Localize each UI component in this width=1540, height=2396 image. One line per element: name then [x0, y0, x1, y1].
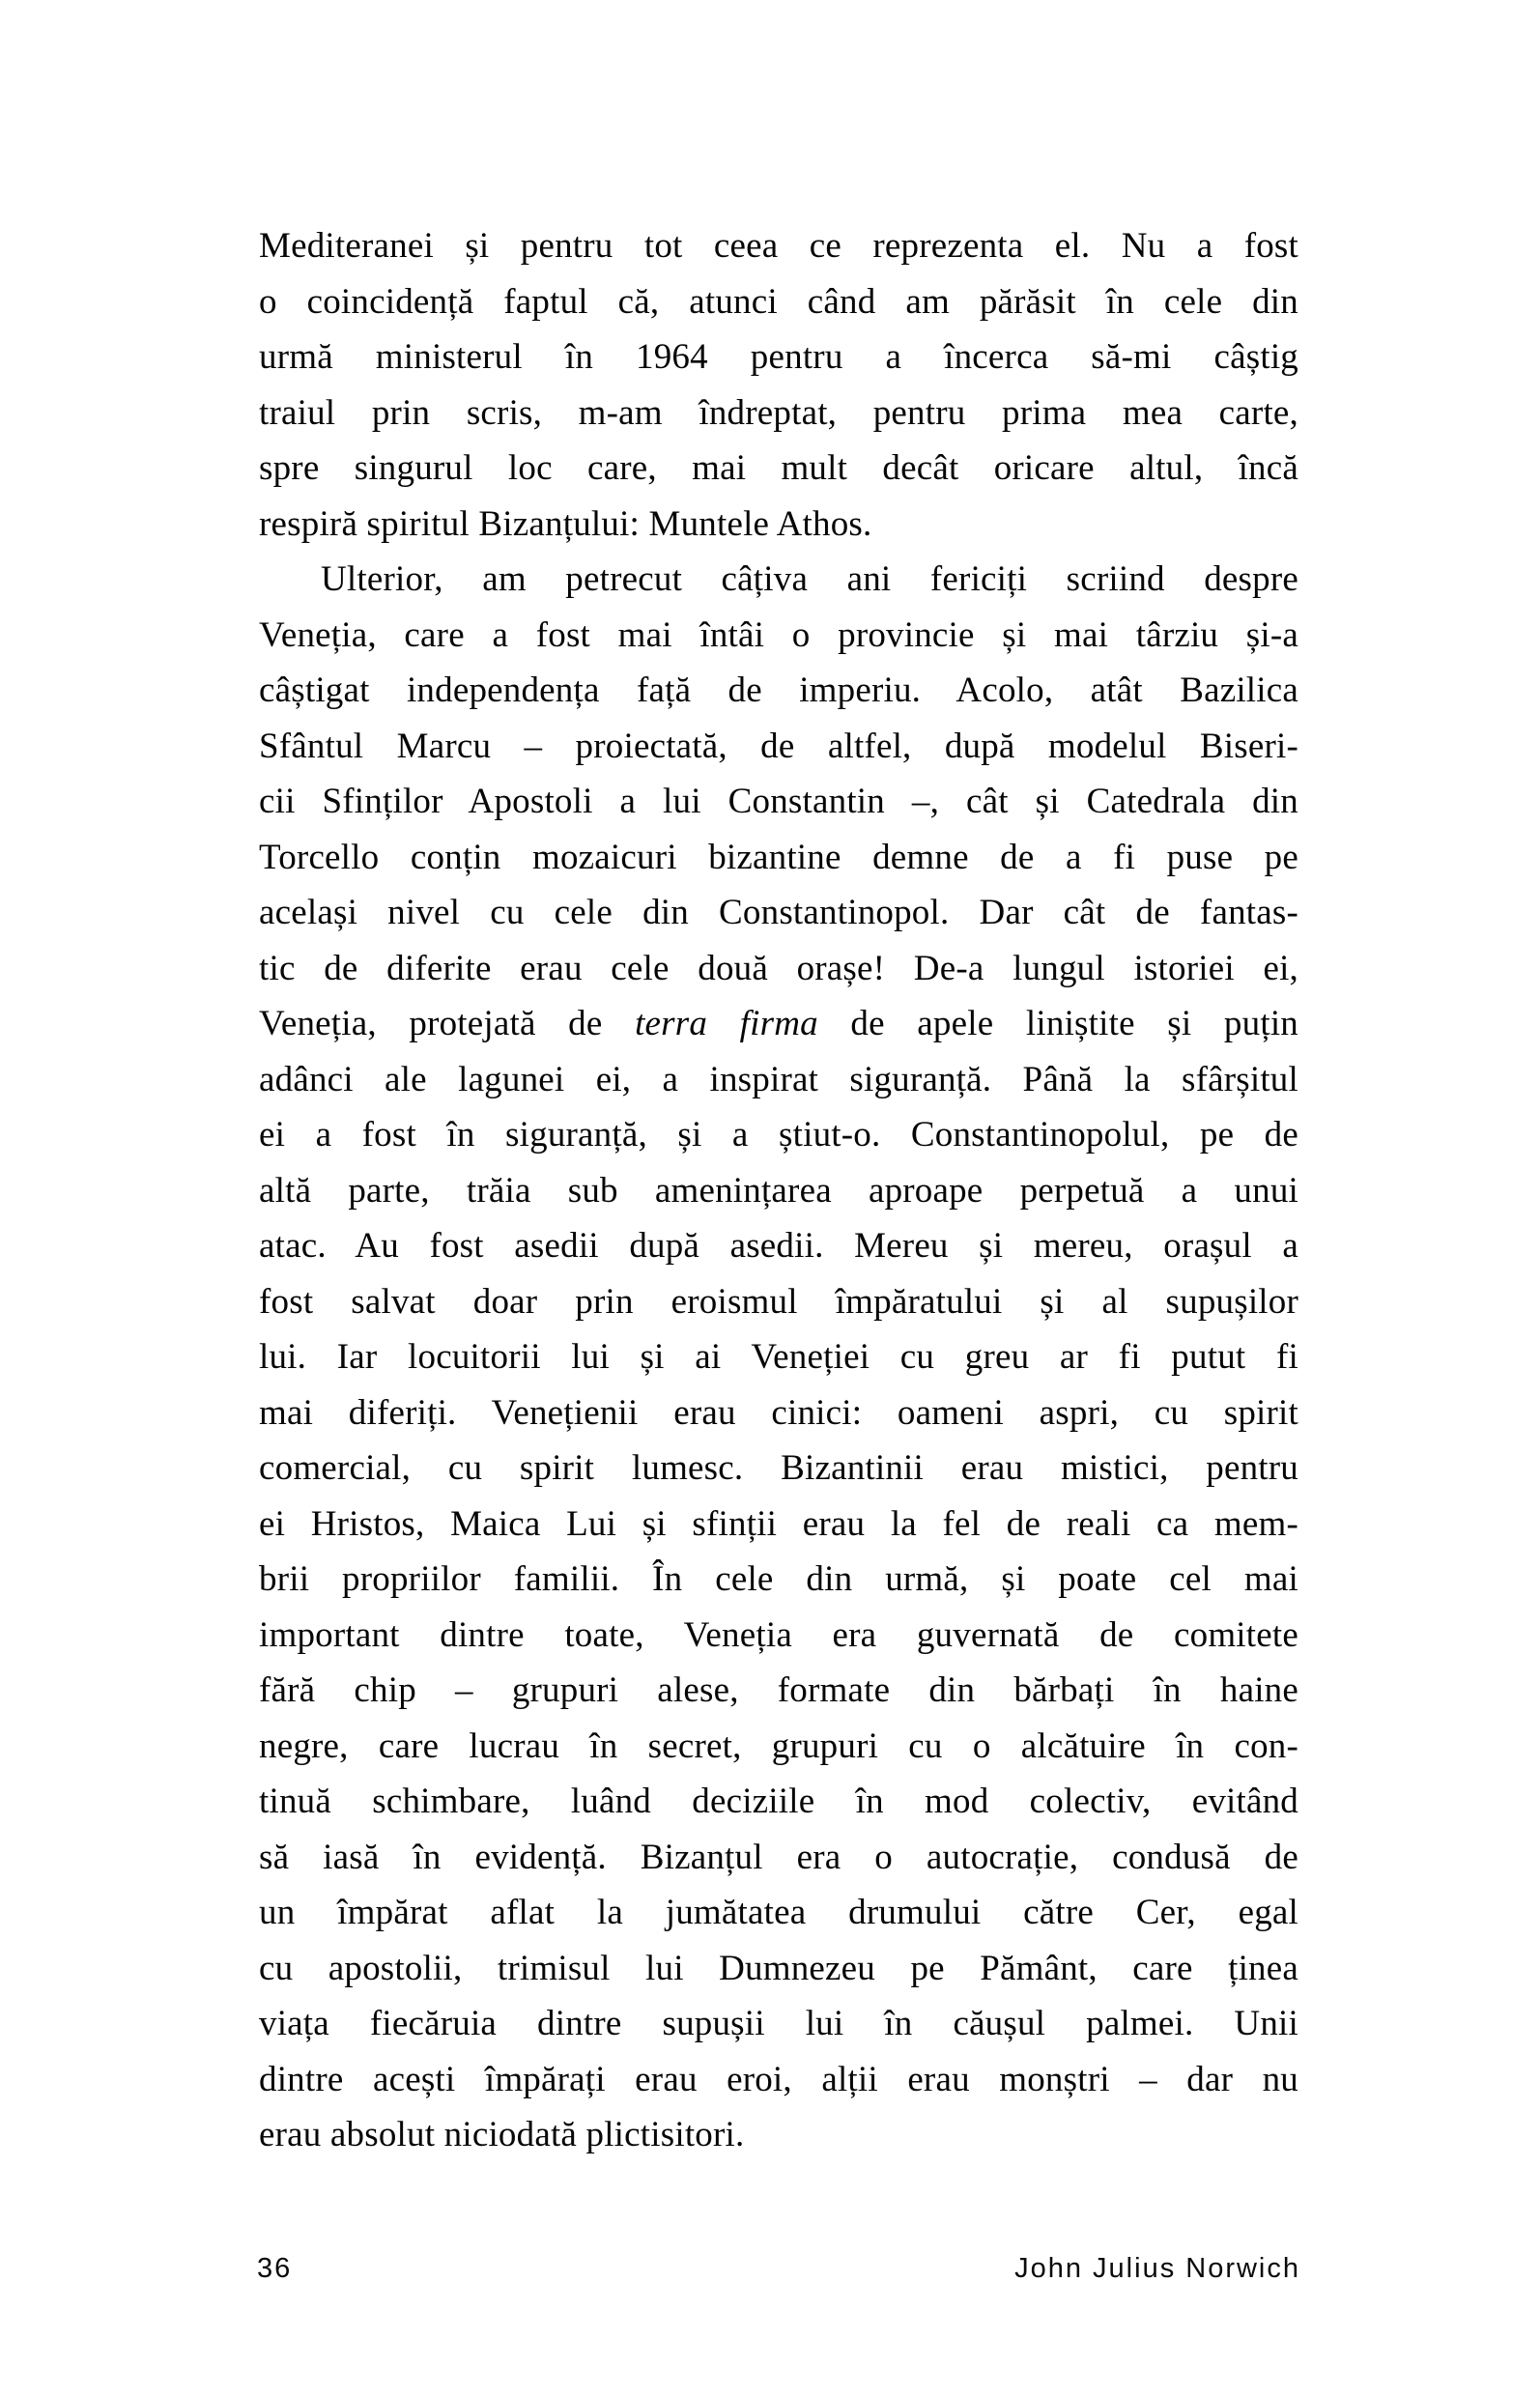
text-line: fost salvat doar prin eroismul împăratului și al supușilor [259, 1281, 1298, 1322]
text-line: lui. Iar locuitorii lui și ai Veneției cu greu ar fi putut fi [259, 1337, 1298, 1377]
text-line: un împărat aflat la jumătatea drumului către Cer, egal [259, 1893, 1298, 1932]
text-line: același nivel cu cele din Constantinopol. Dar cât de fantas- [259, 893, 1298, 932]
text-line: Torcello conțin mozaicuri bizantine demne de a fi puse pe [259, 837, 1298, 877]
text-line: ei a fost în siguranță, și a știut-o. Constantinopolul, pe de [259, 1115, 1298, 1155]
text-line: Veneția, care a fost mai întâi o provincie și mai târziu și-a [259, 614, 1298, 655]
text-line: important dintre toate, Veneția era guvernată de comitete [259, 1614, 1298, 1655]
text-line: atac. Au fost asedii după asedii. Mereu și mereu, orașul a [259, 1226, 1298, 1266]
text-line: negre, care lucrau în secret, grupuri cu o alcătuire în con- [259, 1726, 1298, 1766]
text-segment: de apele liniștite și puțin [817, 1004, 1298, 1043]
page-number: 36 [257, 2253, 293, 2284]
page-footer [257, 2251, 1300, 2286]
text-line: erau absolut niciodată plictisitori. [259, 2115, 745, 2154]
text-line: adânci ale lagunei ei, a inspirat siguranță. Până la sfârșitul [259, 1059, 1298, 1099]
text-line: altă parte, trăia sub amenințarea aproape perpetuă a unui [259, 1170, 1298, 1211]
text-line: traiul prin scris, m-am îndreptat, pentru prima mea carte, [259, 392, 1298, 433]
text-line: Sfântul Marcu – proiectată, de altfel, după modelul Biseri- [259, 726, 1298, 766]
italic-phrase: terra firma [635, 1004, 818, 1043]
text-line: urmă ministerul în 1964 pentru a încerca să-mi câștig [259, 337, 1298, 377]
text-line: ei Hristos, Maica Lui și sfinții erau la fel de reali ca mem- [259, 1503, 1298, 1544]
text-line: o coincidență faptul că, atunci când am părăsit în cele din [259, 281, 1298, 322]
text-line: mai diferiți. Venețienii erau cinici: oameni aspri, cu spirit [259, 1392, 1298, 1433]
page-text-block [259, 218, 1298, 2163]
text-line: brii propriilor familii. În cele din urmă, și poate cel mai [259, 1559, 1298, 1599]
text-line-with-italic [259, 996, 1298, 1052]
text-line: să iasă în evidență. Bizanțul era o autocrație, condusă de [259, 1837, 1298, 1877]
text-line: spre singurul loc care, mai mult decât oricare altul, încă [259, 448, 1298, 488]
text-line: Ulterior, am petrecut câțiva ani fericiți scriind despre [321, 559, 1298, 599]
text-line: tinuă schimbare, luând deciziile în mod colectiv, evitând [259, 1782, 1298, 1821]
text-line: viața fiecăruia dintre supușii lui în căușul palmei. Unii [259, 2004, 1298, 2043]
text-line: cii Sfinților Apostoli a lui Constantin –, cât și Catedrala din [259, 782, 1298, 821]
text-line: Mediteranei și pentru tot ceea ce reprezenta el. Nu a fost [259, 226, 1298, 266]
text-line: cu apostolii, trimisul lui Dumnezeu pe Pământ, care ținea [259, 1948, 1298, 1988]
text-line: dintre acești împărați erau eroi, alții erau monștri – dar nu [259, 2059, 1298, 2099]
text-segment: Veneția, protejată de [259, 1004, 636, 1043]
text-line: comercial, cu spirit lumesc. Bizantinii erau mistici, pentru [259, 1448, 1298, 1488]
text-line: fără chip – grupuri alese, formate din bărbați în haine [259, 1670, 1298, 1710]
text-line: câștigat independența față de imperiu. Acolo, atât Bazilica [259, 670, 1298, 710]
running-footer-author: John Julius Norwich [1014, 2253, 1300, 2284]
text-line: respiră spiritul Bizanțului: Muntele Athos. [259, 503, 872, 544]
text-line: tic de diferite erau cele două orașe! De-a lungul istoriei ei, [259, 948, 1298, 988]
